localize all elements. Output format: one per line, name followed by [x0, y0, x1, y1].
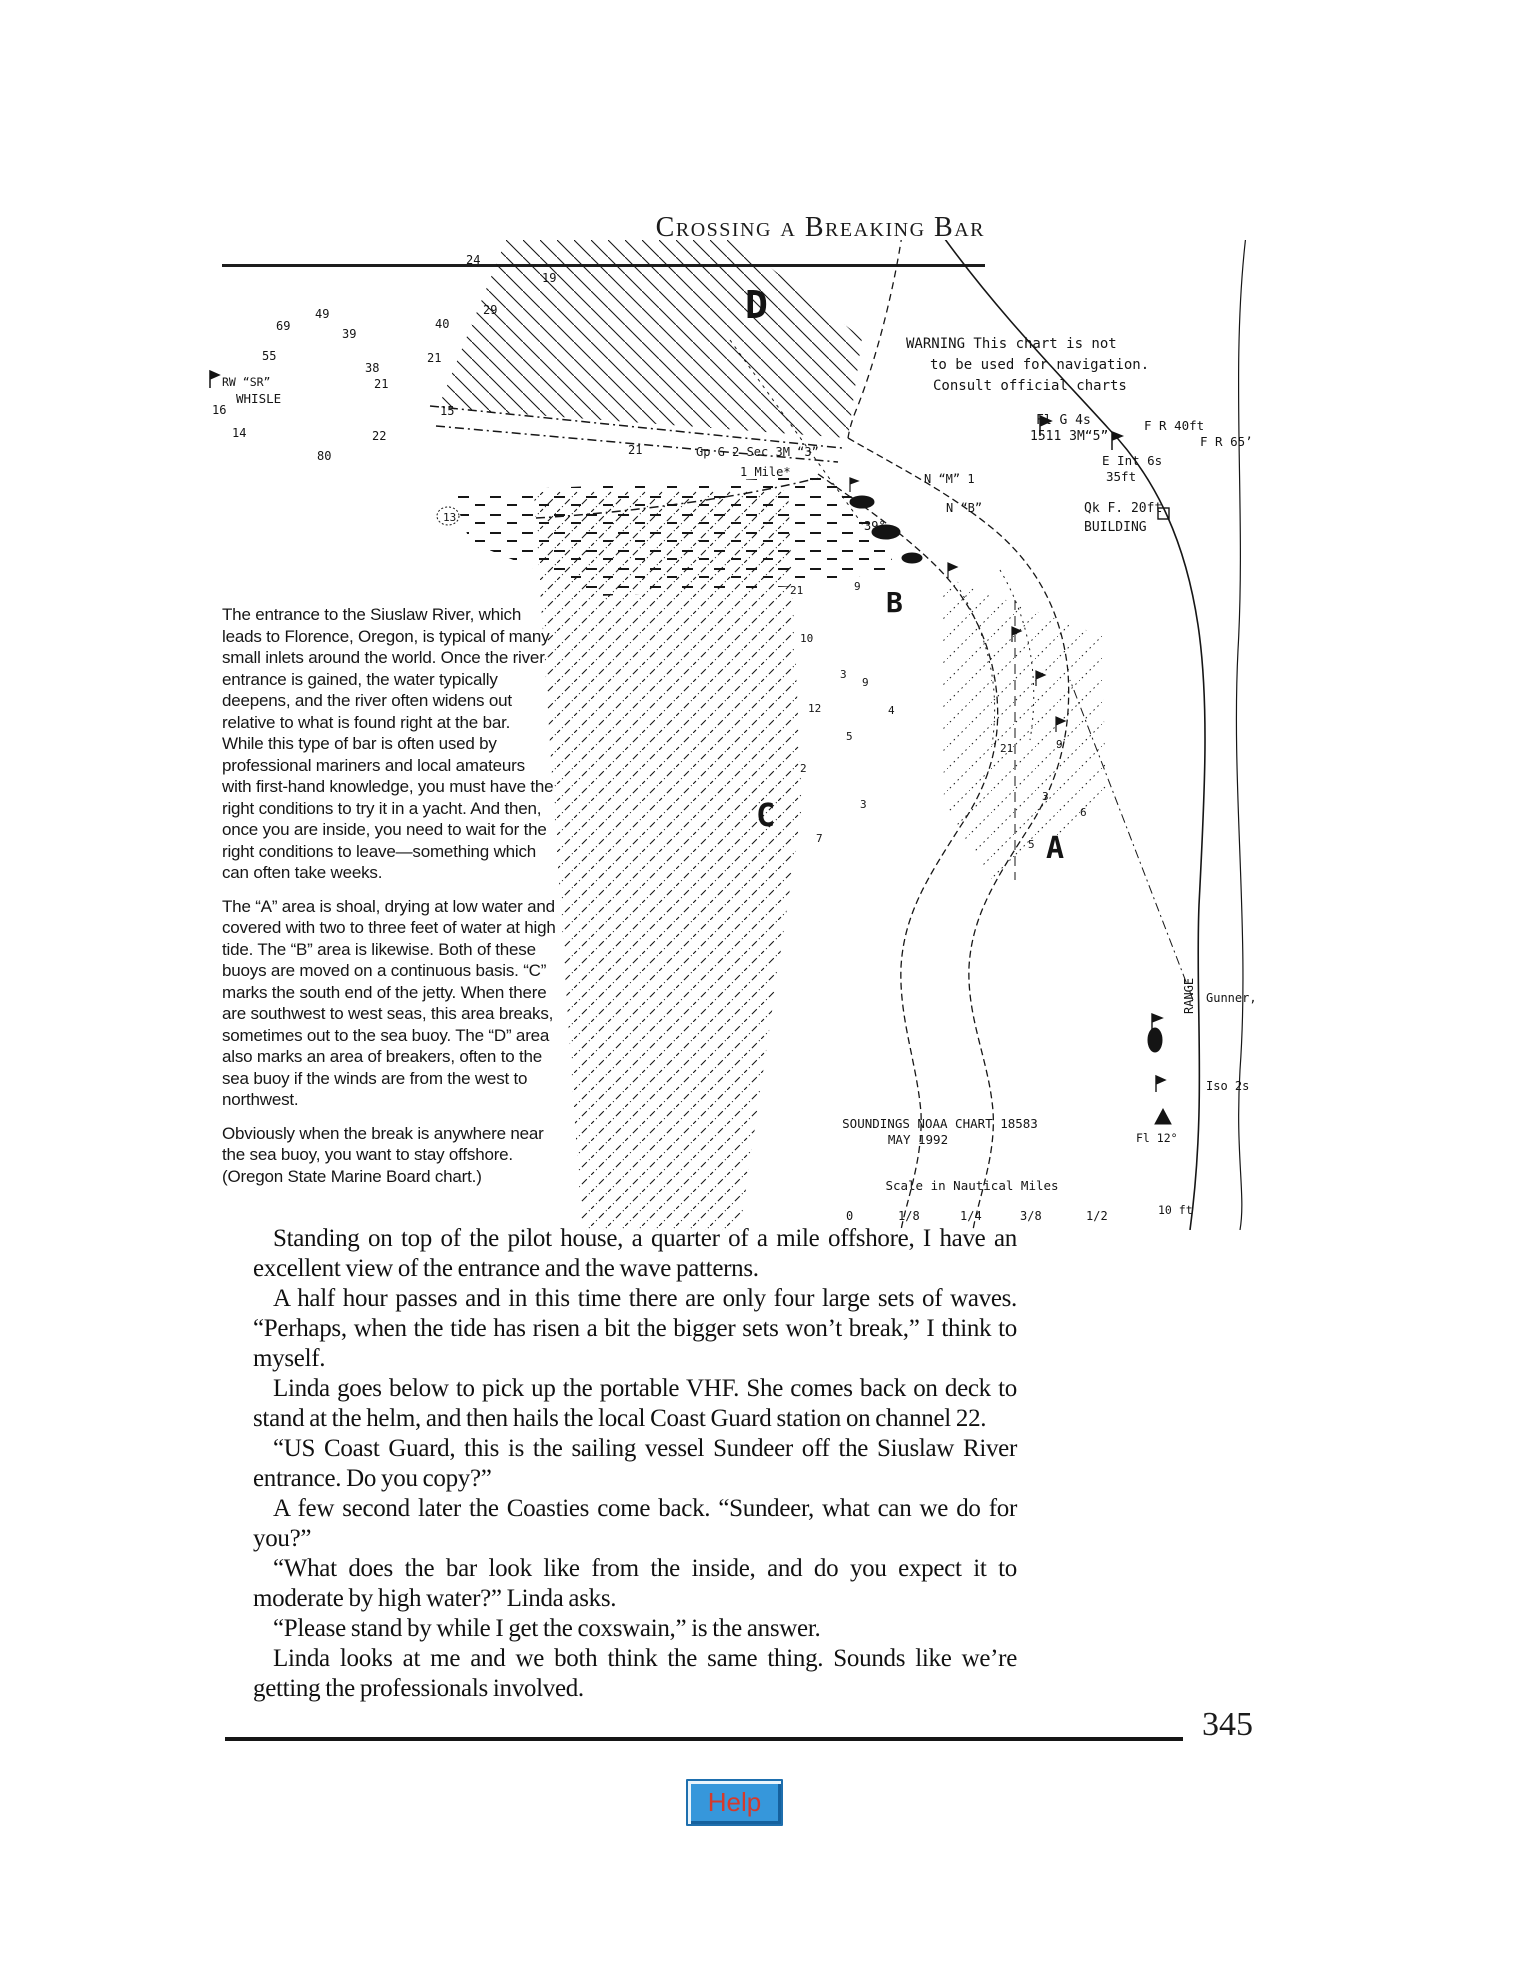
light-characteristic: 35ft — [1106, 469, 1137, 484]
buoy-label: WHISLE — [236, 391, 282, 406]
light-characteristic: F R 65’ — [1200, 434, 1253, 449]
warning-line-2: to be used for navigation. — [930, 357, 1150, 373]
light-characteristic: 1511 3M“5” — [1030, 429, 1109, 444]
sounding: 3 — [840, 668, 847, 681]
sounding: 9 — [1056, 738, 1063, 751]
help-button[interactable] — [686, 1779, 783, 1826]
light-characteristic: 1 Mile* — [740, 465, 791, 479]
sounding: 38 — [365, 361, 380, 375]
page-number: 345 — [1202, 1706, 1253, 1743]
landmark-label: BUILDING — [1084, 520, 1147, 535]
light-characteristic: Iso 2s — [1206, 1079, 1250, 1093]
sounding: 7 — [816, 832, 823, 845]
sounding: 4 — [888, 704, 895, 717]
sounding: 3 — [1042, 790, 1049, 803]
sounding: 15 — [440, 404, 455, 418]
light-characteristic: Fl 12° — [1136, 1131, 1178, 1145]
sounding: 24 — [466, 253, 481, 267]
buoy-label: N “M” 1 — [924, 472, 975, 486]
body-paragraph: Standing on top of the pilot house, a quarter of a mile offshore, I have an excellent view of the entrance and the wave patterns. — [253, 1225, 1017, 1282]
sounding: 13 — [443, 511, 457, 524]
scale-tick: 1/4 — [960, 1209, 982, 1223]
chart-credit: MAY 1992 — [887, 1132, 949, 1147]
landmark-label: Qk F. 20ft — [1084, 501, 1163, 516]
help-button-label: Help — [707, 1787, 762, 1817]
sounding: 5 — [846, 730, 853, 743]
light-characteristic: E Int 6s — [1102, 453, 1163, 468]
scale-tick: 1/8 — [898, 1209, 920, 1223]
bearing-label: 39° — [864, 519, 886, 533]
caption-paragraph: The “A” area is shoal, drying at low water and covered with two to three feet of water at high tide. The “B” area is likewise. Both of these buoys are moved on a continuous basis. “C” marks the south end of the jetty. When there are southwest to west seas, this area breaks, sometimes out to the sea buoy. The “D” area also marks an area of breakers, often to the sea buoy if the winds are from the west to northwest. — [222, 896, 556, 1109]
sounding: 19 — [542, 271, 557, 285]
area-label-a: A — [1046, 831, 1065, 866]
buoy-label: RW “SR” — [222, 375, 271, 389]
light-characteristic: Gp G 2 Sec 3M “3” — [696, 445, 819, 459]
sounding: 22 — [372, 429, 387, 443]
body-paragraph: A few second later the Coasties come back. “Sundeer, what can we do for you?” — [253, 1495, 1017, 1552]
sounding: 12 — [808, 702, 822, 715]
body-paragraph: “US Coast Guard, this is the sailing vessel Sundeer off the Siuslaw River entrance. Do you copy?” — [253, 1435, 1017, 1492]
sounding: 16 — [212, 403, 227, 417]
sounding: 40 — [435, 317, 450, 331]
scale-title: Scale in Nautical Miles — [885, 1178, 1059, 1193]
body-paragraph: A half hour passes and in this time there are only four large sets of waves. “Perhaps, when the tide has risen a bit the bigger sets won’t break,” I think to myself. — [253, 1285, 1017, 1372]
scale-tick: 1/2 — [1086, 1209, 1108, 1223]
breaker-area-d-hatch — [438, 240, 862, 438]
body-paragraph: “Please stand by while I get the coxswain,” is the answer. — [273, 1615, 821, 1642]
light-characteristic: F R 40ft — [1144, 418, 1205, 433]
sounding: 21 — [427, 351, 442, 365]
drying-bar-marsh-marks — [452, 476, 898, 596]
sounding: 9 — [862, 676, 869, 689]
area-label-d: D — [745, 283, 768, 327]
area-label-b: B — [886, 586, 903, 619]
range-label: RANGE — [1182, 977, 1196, 1014]
breaker-area-c-hatch — [534, 490, 802, 1230]
scale-note: 10 ft — [1158, 1203, 1193, 1217]
area-label-c: C — [756, 796, 776, 834]
sounding: 69 — [276, 319, 291, 333]
sounding: 21 — [628, 443, 643, 457]
sounding: 55 — [262, 349, 277, 363]
sounding: 3 — [860, 798, 867, 811]
caption-paragraph: The entrance to the Siuslaw River, which leads to Florence, Oregon, is typical of many small inlets around the world. Once the river entrance is gained, the water typically deepens, and the river often widens out relative to what is found right at the bar. While this type of bar is often used by professional mariners and local amateurs with first-hand knowledge, you must have the right conditions to try it in a yacht. And then, once you are inside, you need to wait for the right conditions to leave—something which can often take weeks. — [222, 605, 554, 882]
page-header-title: Crossing a Breaking Bar — [655, 212, 985, 243]
sounding: 14 — [232, 426, 247, 440]
body-paragraph: Linda goes below to pick up the portable VHF. She comes back on deck to stand at the helm, and then hails the local Coast Guard station on channel 22. — [253, 1375, 1017, 1432]
scale-tick: 0 — [846, 1209, 854, 1223]
sounding: 5 — [1028, 838, 1035, 851]
sounding: 39 — [342, 327, 357, 341]
place-label: Gunner, — [1206, 991, 1257, 1005]
scale-tick: 3/8 — [1020, 1209, 1042, 1223]
sounding: 21 — [790, 584, 804, 597]
sounding: 21 — [1000, 742, 1014, 755]
buoy-label: N “B” — [946, 501, 983, 515]
sounding: 21 — [374, 377, 389, 391]
caption-paragraph: Obviously when the break is anywhere near the sea buoy, you want to stay offshore. (Oregon State Marine Board chart.) — [222, 1123, 544, 1186]
sounding: 6 — [1080, 806, 1087, 819]
footer-rule — [225, 1737, 1183, 1741]
figure-caption — [222, 604, 556, 1199]
warning-line-3: Consult official charts — [933, 378, 1127, 394]
sounding: 9 — [854, 580, 861, 593]
sounding: 2 — [800, 762, 807, 775]
body-text — [253, 1224, 1017, 1704]
light-characteristic: Fl G 4s — [1036, 413, 1091, 428]
sounding: 80 — [317, 449, 332, 463]
sounding: 10 — [800, 632, 814, 645]
body-paragraph: “What does the bar look like from the inside, and do you expect it to moderate by high water?” Linda asks. — [253, 1555, 1017, 1612]
warning-line-1: WARNING This chart is not — [906, 336, 1117, 352]
sounding: 49 — [315, 307, 330, 321]
chart-credit: SOUNDINGS NOAA CHART 18583 — [842, 1116, 1038, 1131]
sounding: 29 — [483, 303, 498, 317]
body-paragraph: Linda looks at me and we both think the same thing. Sounds like we’re getting the professionals involved. — [253, 1645, 1017, 1702]
